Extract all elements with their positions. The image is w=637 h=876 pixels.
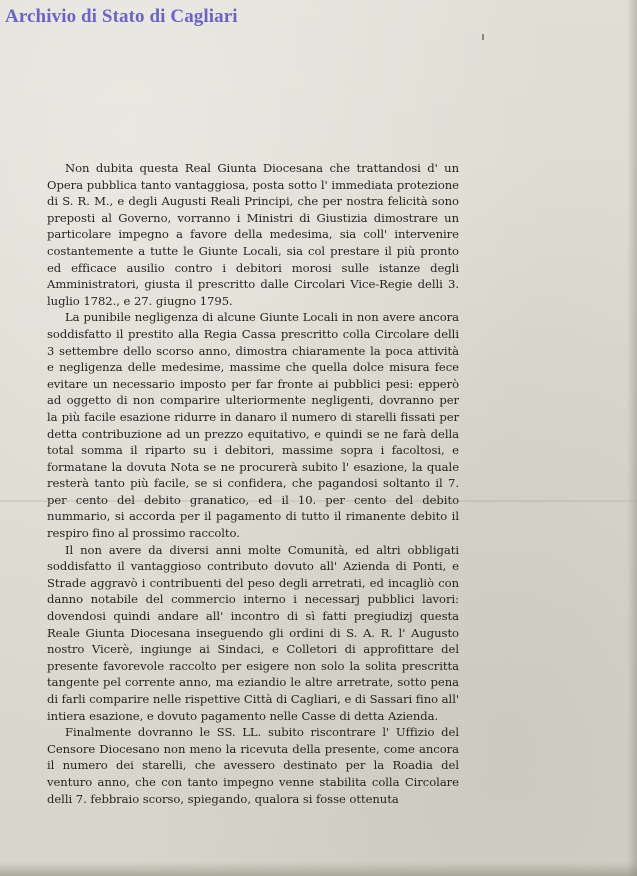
page-edge-shadow xyxy=(627,0,637,876)
archive-watermark-label: Archivio di Stato di Cagliari xyxy=(5,6,238,27)
paragraph: Finalmente dovranno le SS. LL. subito riscontrare l' Uffizio del Censore Diocesano non meno la ricevuta della presente, come ancora il numero dei starelli, che avessero destinato per la Roadia del venturo anno, che con tanto impegno venne stabilita colla Circolare delli 7. febbraio scorso, spiegando, qualora si fosse ottenuta xyxy=(47,725,459,806)
paragraph: Il non avere da diversi anni molte Comunità, ed altri obbligati soddisfatto il vantaggioso contributo dovuto all' Azienda di Ponti, e Strade aggravò i contribuenti del peso degli arretrati, ed incagliò con danno notabile del commercio interno i necessarj pubblici lavori: dovendosi quindi andare all' incontro di sì fatti pregiudizj questa Reale Giunta Diocesana inseguendo gli ordini di S. A. R. l' Augusto nostro Vicerè, ingiunge ai Sindaci, e Colletori di approfittare del presente favorevole raccolto per esigere non solo la solita prescritta tangente pel corrente anno, ma eziandio le altre arretrate, sotto pena di farli comparire nelle rispettive Città di Cagliari, e di Sassari fino all' intiera esazione, e dovuto pagamento nelle Casse di detta Azienda. xyxy=(47,542,459,723)
paragraph: Non dubita questa Real Giunta Diocesana che trattandosi d' un Opera pubblica tanto vantaggiosa, posta sotto l' immediata protezione di S. R. M., e degli Augusti Reali Principi, che per nostra felicità sono preposti al Governo, vorranno i Ministri di Giustizia dimostrare un particolare impegno a favore della medesima, sia coll' intervenire costantemente a tutte le Giunte Locali, sia col prestare il più pronto ed efficace ausilio contro i debitori morosi sulle istanze degli Amministratori, giusta il prescritto dalle Circolari Vice-Regie delli 3. luglio 1782., e 27. giugno 1795. xyxy=(47,161,459,308)
paragraph: La punibile negligenza di alcune Giunte Locali in non avere ancora soddisfatto il prestito alla Regia Cassa prescritto colla Circolare delli 3 settembre dello scorso anno, dimostra chiaramente la poca attività e negligenza delle medesime, massime che quella dolce misura fece evitare un necessario imposto per far fronte ai pubblici pesi: epperò ad oggetto di non comparire ulteriormente negligenti, dovranno per la più facile esazione ridurre in danaro il numero di starelli fissati per detta contribuzione ad un prezzo equitativo, e quindi se ne farà della total somma il riparto su i debitori, massime sopra i facoltosi, e formatane la dovuta Nota se ne procurerà subito l' esazione, la quale resterà tanto più facile, se si confidera, che pagandosi soltanto il 7. per cento del debito granatico, ed il 10. per cento del debito nummario, si accorda per il pagamento di tutto il rimanente debito il respiro fino al prossimo raccolto. xyxy=(47,310,459,541)
document-body xyxy=(47,160,459,807)
page-bottom-shadow xyxy=(0,862,637,876)
margin-mark xyxy=(482,34,484,40)
